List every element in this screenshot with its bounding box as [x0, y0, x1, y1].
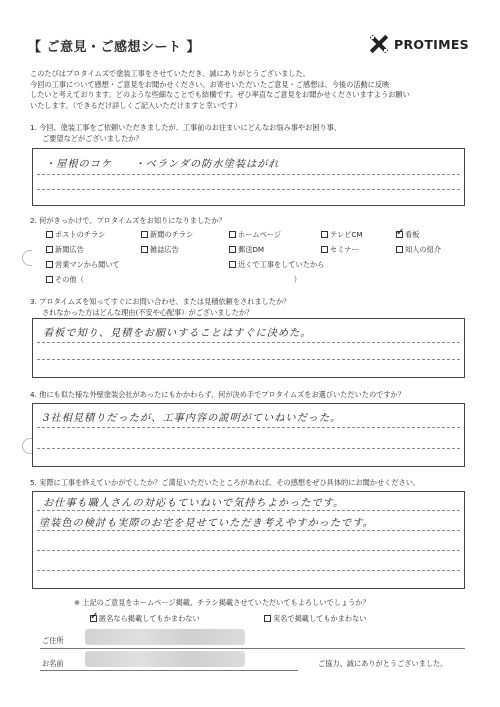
logo-text: PROTIMES — [394, 37, 469, 52]
address-underline — [40, 648, 465, 649]
answer-5-line-2: 塗装色の検討も実際のお宅を見せていただき考えやすかったです。 — [39, 518, 374, 529]
consent-anonymous[interactable]: ✓匿名なら掲載してもかまわない — [90, 614, 200, 624]
question-3-line: されなかった方はどんな理由(不安や心配事）がございましたか？ — [42, 307, 254, 317]
redacted-address — [85, 629, 245, 645]
ruled-line — [37, 530, 460, 531]
ruled-line — [37, 550, 460, 551]
sheet-title: 【 ご意見・ご感想シート 】 — [28, 40, 201, 55]
protimes-logo-icon — [368, 33, 390, 55]
question-1-line: 1. 今回、塗装工事をご依頼いただきましたが、工事前のお住まいにどんなお悩み事やお困り事、 — [30, 123, 342, 132]
checkbox-checked[interactable] — [90, 615, 97, 622]
answer-box-5 — [32, 491, 465, 589]
question-1 — [30, 123, 470, 144]
option-referral[interactable]: 知人の紹介 — [396, 245, 441, 255]
checkbox[interactable] — [46, 261, 53, 268]
checkbox[interactable] — [264, 615, 271, 622]
checkbox[interactable] — [229, 246, 236, 253]
checkbox-checked[interactable] — [396, 231, 403, 238]
question-4: 4. 他にも似た様な外壁塗装会社があったにもかかわらず、何が決め手でプロタイムズをお選びいただいたのですか？ — [30, 390, 405, 399]
checkbox[interactable] — [229, 231, 236, 238]
ruled-line — [37, 427, 460, 428]
option-direct-mail[interactable]: 郵送DM — [229, 245, 264, 255]
option-newspaper-ad[interactable]: 新聞広告 — [46, 245, 84, 255]
answer-box-1 — [32, 148, 465, 206]
ruled-line — [37, 359, 460, 360]
option-newspaper-flyer[interactable]: 新聞のチラシ — [141, 230, 193, 240]
option-sales-rep[interactable]: 営業マンから聞いて — [46, 260, 120, 270]
checkbox[interactable] — [141, 246, 148, 253]
intro-line: このたびはプロタイムズで塗装工事をさせていただき、誠にありがとうございました。 — [30, 69, 310, 78]
option-nearby-work[interactable]: 近くで工事をしていたから — [229, 260, 324, 270]
checkbox[interactable] — [46, 231, 53, 238]
answer-1-text: ・屋根のコケ ・ベランダの防水塗装はがれ — [45, 159, 280, 170]
answer-5-line-1: お仕事も職人さんの対応もていねいで気持ちよかったです。 — [43, 498, 345, 509]
options-grid — [46, 230, 466, 290]
name-label: お名前 — [42, 659, 64, 668]
checkbox[interactable] — [321, 246, 328, 253]
option-seminar[interactable]: セミナー — [321, 245, 359, 255]
ruled-line — [37, 570, 460, 571]
redacted-name — [85, 651, 245, 667]
other-close: ） — [293, 275, 301, 284]
option-magazine-ad[interactable]: 雑誌広告 — [141, 245, 179, 255]
option-tv-cm[interactable]: テレビCM — [321, 230, 363, 240]
ruled-line — [37, 174, 460, 175]
consent-question: ※ 上記のご意見をホームページ掲載、チラシ掲載させていただいてもよろしいでしょうか？ — [74, 598, 370, 607]
answer-box-3 — [32, 318, 465, 378]
question-5: 5. 実際に工事を終えていかがでしたか？ご満足いただいたところがあれば、その感想をぜひ具体的にお聞かせください。 — [30, 478, 421, 487]
answer-4-text: 3社相見積りだったが、工事内容の説明がていねいだった。 — [43, 413, 342, 424]
address-label: ご住所 — [42, 636, 64, 645]
checkbox[interactable] — [46, 246, 53, 253]
name-underline — [40, 670, 298, 671]
intro-line: 今回の工事について感想・ご意見をお聞かせください。お寄せいただいたご意見・ご感想は、今後の活動に反映 — [30, 79, 390, 89]
intro-line: いたします。（できるだけ詳しくご記入いただけますと幸いです） — [30, 100, 242, 110]
ruled-line — [37, 510, 460, 511]
answer-3-text: 看板で知り、見積をお願いすることはすぐに決めた。 — [43, 328, 312, 339]
ruled-line — [37, 189, 460, 190]
checkbox[interactable] — [141, 231, 148, 238]
company-logo — [368, 33, 478, 57]
question-3 — [30, 297, 470, 318]
answer-box-4 — [32, 403, 465, 467]
question-3-line: 3. プロタイムズを知ってすぐにお問い合わせ、または見積依頼をされましたか？ — [30, 297, 291, 306]
checkbox[interactable] — [46, 276, 53, 283]
option-homepage[interactable]: ホームページ — [229, 230, 281, 240]
punch-hole-bottom — [22, 438, 32, 454]
thanks-message: ご協力、誠にありがとうございました。 — [318, 659, 448, 668]
checkbox[interactable] — [321, 231, 328, 238]
consent-real-name[interactable]: 実名で掲載してもかまわない — [264, 614, 366, 624]
option-signboard[interactable]: ✓ 看板 — [396, 230, 419, 240]
question-2: 2. 何がきっかけで、プロタイムズをお知りになりましたか？ — [30, 216, 226, 225]
option-post-flyer[interactable]: ポストのチラシ — [46, 230, 105, 240]
intro-line: したいと考えております。どのような些細なことでも結構です。ぜひ率直なご意見をお聞かせくださいますようお願い — [30, 90, 410, 99]
intro-text — [30, 69, 475, 111]
ruled-line — [37, 448, 460, 449]
checkbox[interactable] — [229, 261, 236, 268]
punch-hole-top — [22, 250, 32, 266]
option-other[interactable]: その他（ ） — [46, 275, 301, 285]
question-1-line: ご要望などがございましたか？ — [42, 133, 143, 143]
checkbox[interactable] — [396, 246, 403, 253]
ruled-line — [37, 342, 460, 343]
